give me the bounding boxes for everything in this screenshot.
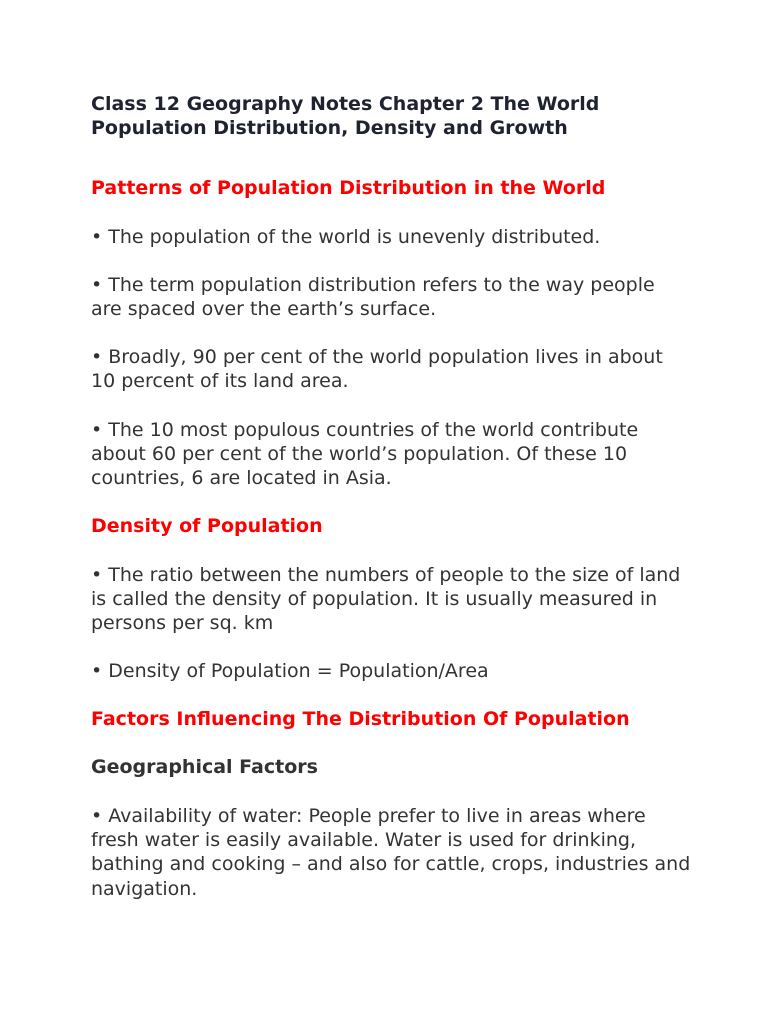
heading-factors-influencing-distribution: Factors Influencing The Distribution Of Population [91, 708, 630, 730]
bullet-point: • The term population distribution refers to the way people are spaced over the earth’s surface. [91, 274, 655, 321]
page-title: Class 12 Geography Notes Chapter 2 The World Population Distribution, Density and Growth [91, 93, 600, 139]
density-formula: • Density of Population = Population/Area [91, 660, 489, 682]
heading-patterns-of-distribution: Patterns of Population Distribution in the World [91, 177, 606, 199]
heading-density-of-population: Density of Population [91, 515, 323, 537]
bullet-point: • The 10 most populous countries of the world contribute about 60 per cent of the world’s population. Of these 10 countries, 6 are located in Asia. [91, 419, 639, 490]
bullet-point: • Broadly, 90 per cent of the world population lives in about 10 percent of its land area. [91, 346, 663, 393]
subheading-geographical-factors: Geographical Factors [91, 756, 318, 778]
bullet-point: • Availability of water: People prefer to live in areas where fresh water is easily available. Water is used for drinking, bathing and cooking – and also for cattle, crops, industries and navigation. [91, 805, 691, 900]
bullet-point: • The population of the world is unevenly distributed. [91, 226, 601, 248]
bullet-point: • The ratio between the numbers of people to the size of land is called the density of population. It is usually measured in persons per sq. km [91, 564, 681, 635]
